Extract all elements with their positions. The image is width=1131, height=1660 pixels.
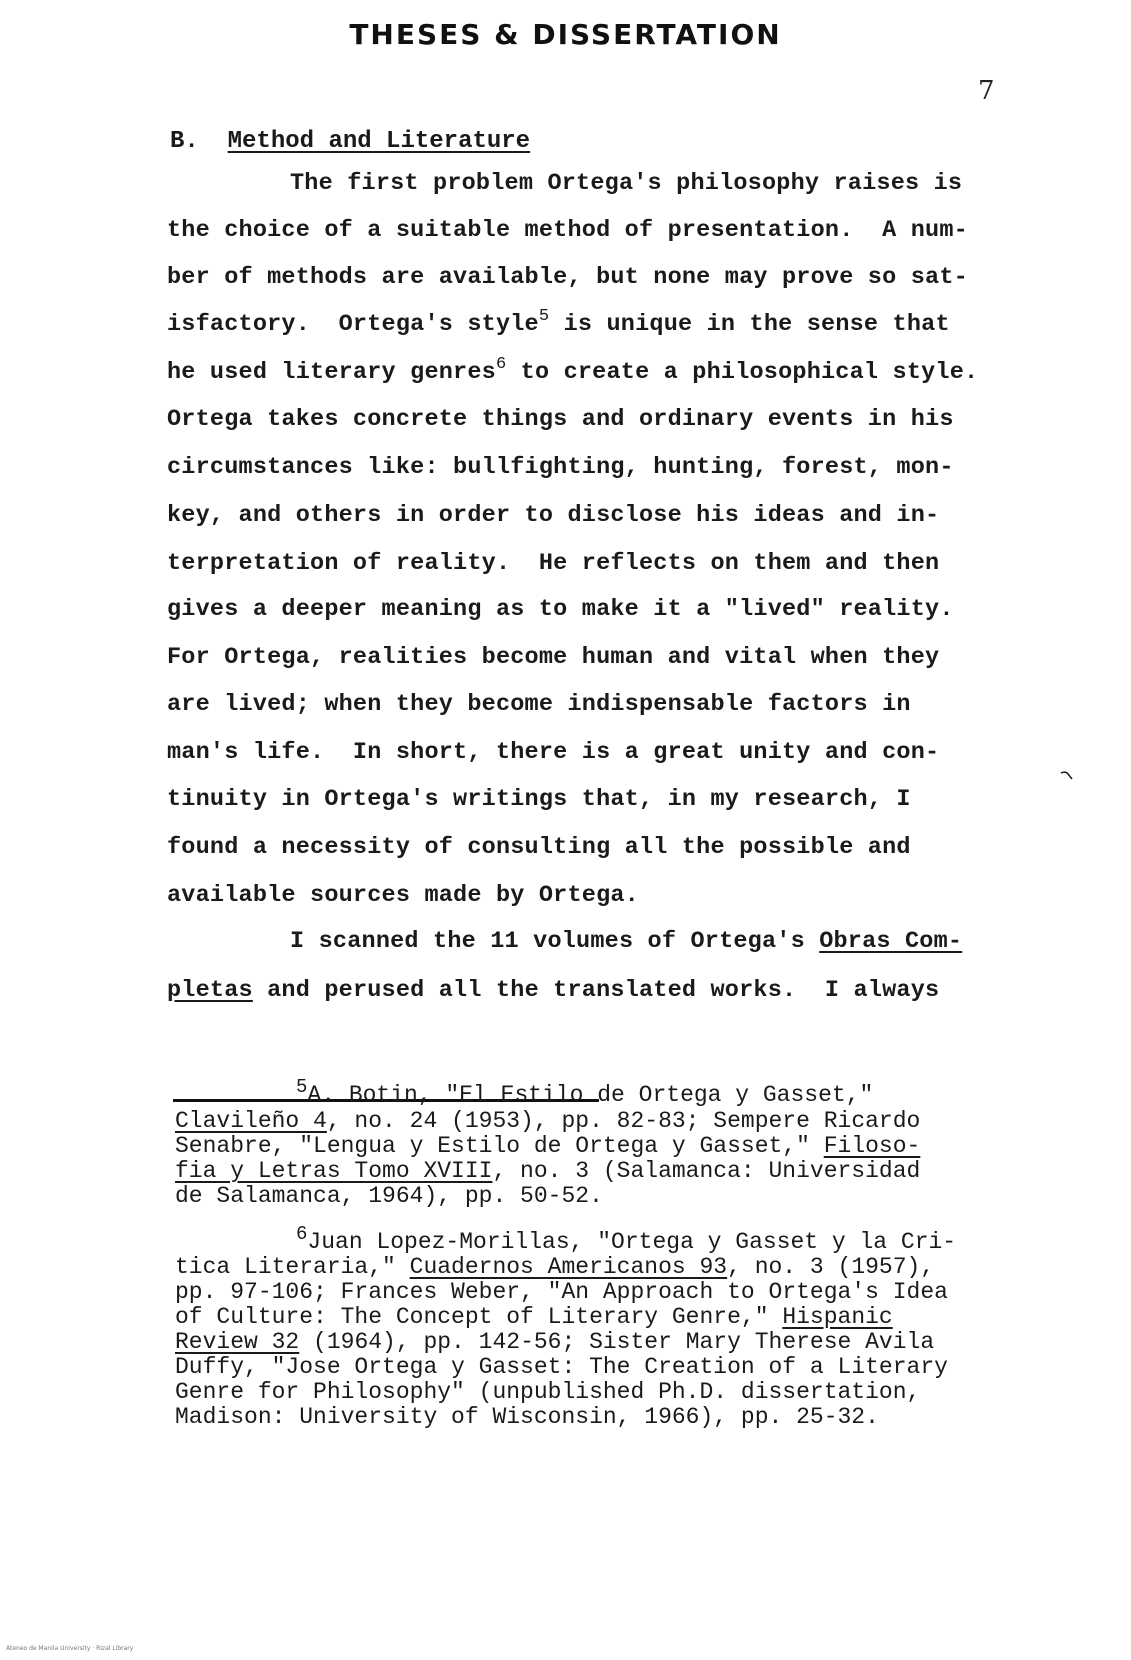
footnote-line <box>175 1133 920 1159</box>
pen-mark-icon <box>1060 770 1074 780</box>
body-text-span: is unique in the sense that <box>549 311 950 338</box>
footnote-text: , no. 3 (1957), <box>727 1254 935 1280</box>
body-line: found a necessity of consulting all the possible and <box>167 834 911 861</box>
body-line: For Ortega, realities become human and vital when they <box>167 644 940 671</box>
body-line: are lived; when they become indispensable factors in <box>167 691 911 718</box>
body-text-span: and perused all the translated works. I always <box>252 977 940 1004</box>
footnote-text: of Culture: The Concept of Literary Genre," <box>175 1304 783 1330</box>
body-text-span: I scanned the 11 volumes of Ortega's <box>290 928 820 955</box>
body-line <box>167 307 950 338</box>
footnote-text: Juan Lopez-Morillas, "Ortega y Gasset y la Cri- <box>307 1229 957 1255</box>
page-number: 7 <box>978 76 995 106</box>
body-text-span: he used literary genres <box>167 359 496 386</box>
book-title-obras-completas: Obras Com- <box>819 928 963 955</box>
journal-title: Filoso- <box>823 1133 921 1159</box>
footer-small-print: Ateneo de Manila University · Rizal Library <box>6 1645 134 1652</box>
footnote-text: , no. 3 (Salamanca: Universidad <box>492 1158 921 1184</box>
section-letter: B. <box>170 128 199 155</box>
footnote-line: pp. 97-106; Frances Weber, "An Approach to Ortega's Idea <box>175 1279 948 1305</box>
body-line: circumstances like: bullfighting, hunting, forest, mon- <box>167 454 954 481</box>
footnote-line: de Salamanca, 1964), pp. 50-52. <box>175 1183 603 1209</box>
footnote-text: (1964), pp. 142-56; Sister Mary Therese Avila <box>299 1329 935 1355</box>
footnote-mark-5: 5 <box>296 1076 308 1098</box>
footnote-line: Genre for Philosophy" (unpublished Ph.D. dissertation, <box>175 1379 921 1405</box>
journal-title: Hispanic <box>782 1304 893 1330</box>
footnote-line <box>175 1304 893 1330</box>
footnote-line <box>175 1158 920 1184</box>
book-title-obras-completas-cont: pletas <box>167 977 253 1004</box>
footnote-text: A. Botin, "El Estilo de Ortega y Gasset," <box>307 1082 874 1108</box>
footnote-line <box>296 1223 957 1255</box>
theses-dissertation-stamp: THESES & DISSERTATION <box>349 18 782 51</box>
body-line: man's life. In short, there is a great unity and con- <box>167 739 940 766</box>
footnote-ref-6: 6 <box>495 355 507 374</box>
journal-title: Clavileño 4 <box>175 1108 327 1134</box>
section-heading <box>170 128 530 155</box>
footnote-line: Duffy, "Jose Ortega y Gasset: The Creation of a Literary <box>175 1354 948 1380</box>
body-line: the choice of a suitable method of presentation. A num- <box>167 217 968 244</box>
footnote-line <box>175 1254 934 1280</box>
body-text-span: to create a philosophical style. <box>506 359 979 386</box>
body-line: available sources made by Ortega. <box>167 882 639 909</box>
body-text-span: isfactory. Ortega's style <box>167 311 539 338</box>
body-line: terpretation of reality. He reflects on them and then <box>167 550 940 577</box>
journal-title: Review 32 <box>175 1329 300 1355</box>
body-line: ber of methods are available, but none may prove so sat- <box>167 264 968 291</box>
body-line: The first problem Ortega's philosophy raises is <box>290 170 963 197</box>
journal-title: fia y Letras Tomo XVIII <box>175 1158 493 1184</box>
section-title: Method and Literature <box>227 128 531 155</box>
footnote-line <box>296 1076 874 1108</box>
footnote-line <box>175 1108 920 1134</box>
body-line: tinuity in Ortega's writings that, in my research, I <box>167 786 911 813</box>
footnote-mark-6: 6 <box>296 1223 308 1245</box>
footnote-text: tica Literaria," <box>175 1254 410 1280</box>
footnote-line: Madison: University of Wisconsin, 1966), pp. 25-32. <box>175 1404 879 1430</box>
body-line <box>167 355 979 386</box>
footnote-line <box>175 1329 934 1355</box>
body-line: gives a deeper meaning as to make it a "lived" reality. <box>167 596 954 623</box>
body-line <box>290 928 962 955</box>
footnote-text: Senabre, "Lengua y Estilo de Ortega y Gasset," <box>175 1133 824 1159</box>
footnote-ref-5: 5 <box>538 307 550 326</box>
body-line <box>167 977 939 1004</box>
journal-title: Cuadernos Americanos 93 <box>409 1254 728 1280</box>
body-line: key, and others in order to disclose his ideas and in- <box>167 502 940 529</box>
footnote-text: , no. 24 (1953), pp. 82-83; Sempere Ricardo <box>326 1108 921 1134</box>
body-line: Ortega takes concrete things and ordinary events in his <box>167 406 954 433</box>
